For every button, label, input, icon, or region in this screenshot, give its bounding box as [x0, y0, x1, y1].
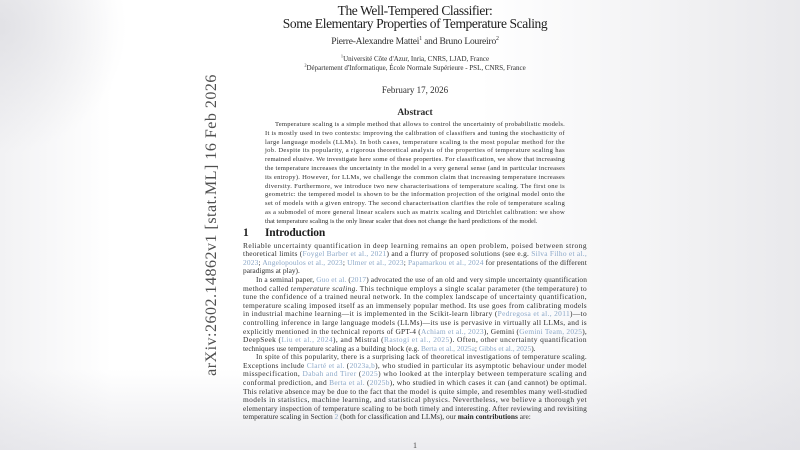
author-2: Bruno Loureiro [439, 37, 496, 47]
citation-link[interactable]: Papamarkou et al., 2024 [408, 257, 484, 267]
paper-title-line1: The Well-Tempered Classifier: [337, 3, 493, 18]
affiliations [243, 55, 587, 73]
author-1-affmark: 1 [419, 35, 422, 42]
paper-title [243, 0, 587, 30]
citation-link[interactable]: 2017 [350, 274, 367, 284]
abstract-section [265, 108, 565, 227]
body-line: tune the confidence of a trained neural network. In the complex landscape of uncertainty quantification, [243, 292, 587, 302]
citation-link[interactable]: Gibbs et al., 2025 [478, 343, 532, 353]
abstract-line: that temperature scaling is the only linear scaler that does not change the hard predictions of the model. [265, 217, 538, 225]
body-line: techniques use temperature scaling as a building block (e.g. Berta et al., 2025a; Gibbs et al., 2025). [243, 343, 536, 353]
citation-link[interactable]: Clarté et al. [306, 360, 345, 370]
authors-line [243, 37, 587, 48]
arxiv-watermark: arXiv:2602.14862v1 [stat.ML] 16 Feb 2026 [203, 74, 220, 376]
abstract-line: diversity. Furthermore, we introduce two new characterisations of temperature scaling. The first one is [265, 182, 565, 190]
body-line: 2023; Angelopoulos et al., 2023; Ulmer et al., 2023; Papamarkou et al., 2024 for presentations of the different [243, 257, 587, 267]
citation-link[interactable]: Gemini Team, 2025 [519, 326, 583, 336]
citation-link[interactable]: Dabah and Tirer [302, 369, 357, 379]
section-heading [243, 227, 587, 239]
section-number: 1 [243, 226, 249, 239]
abstract-line: set of models with a given entropy. The second characterisation clarifies the role of temperature scaling [265, 200, 565, 208]
citation-link[interactable]: Rastogi et al., 2025 [384, 335, 450, 345]
citation-link[interactable]: Foygel Barber et al., 2021 [302, 249, 387, 259]
abstract-line: its entropy). However, for LLMs, we challenge the common claim that increasing temperature increases [265, 173, 565, 181]
section-title: Introduction [265, 226, 326, 239]
body-line: Reliable uncertainty quantification in deep learning remains an open problem, poised between strong [243, 240, 587, 250]
affiliation-2 [243, 64, 587, 73]
abstract-line: It is mostly used in two contexts: improving the calibration of classifiers and tuning the stochasticity of [265, 129, 565, 137]
page-number: 1 [413, 441, 417, 450]
citation-link[interactable]: 2023 [243, 257, 259, 267]
body-line: explicitly mentioned in the technical reports of GPT-4 (Achiam et al., 2023), Gemini (Gemini Team, 2025), [243, 326, 587, 336]
citation-link[interactable]: Berta et al., 2025a [420, 343, 475, 353]
body-line: In a seminal paper, Guo et al. (2017) advocated the use of an old and very simple uncertainty quantification [256, 274, 588, 284]
body-line: in industrial machine learning—it is implemented in the Scikit-learn library (Pedregosa et al., 2011)—to [243, 309, 587, 319]
affiliation-2-text: Département d'Informatique, École Normale Supérieure - PSL, CNRS, France [306, 64, 526, 72]
body-line: temperature scaling in Section 2 (both for classification and LLMs), our main contributions are: [243, 412, 531, 422]
body-line: temperature scaling imposed itself as an immensely popular method. Its use goes from calibrating models [243, 300, 587, 310]
abstract-line: job. Despite its popularity, a rigorous theoretical analysis of the properties of temperature scaling has [265, 147, 565, 155]
paper-title-line2: Some Elementary Properties of Temperature Scaling [282, 16, 548, 31]
affiliation-1 [243, 55, 587, 64]
body-line: models in statistics, machine learning, and statistical physics. Nevertheless, we believe a thorough yet [243, 395, 587, 405]
authors-joiner: and [421, 37, 440, 47]
citation-link[interactable]: Ulmer et al., 2023 [347, 257, 404, 267]
body-line: This relative absence may be due to the fact that the model is quite simple, and resembles many well-studied [243, 386, 587, 396]
introduction-body [243, 242, 587, 422]
body-line: In spite of this popularity, there is a surprising lack of theoretical investigations of temperature scaling. [256, 352, 587, 362]
citation-link[interactable]: Liu et al., 2024 [281, 335, 334, 345]
body-line: paradigms at play). [243, 266, 300, 276]
abstract-heading: Abstract [397, 108, 433, 118]
abstract-line: the temperature increases the uncertainty in the model in a very general sense (and in particular increases [265, 164, 565, 172]
citation-link[interactable]: 2023a,b [349, 360, 376, 370]
citation-link[interactable]: 2025 [361, 369, 379, 379]
body-line: Exceptions include Clarté et al. (2023a,b), who studied in particular its asymptotic behaviour under model [243, 360, 588, 370]
abstract-body [265, 121, 565, 227]
date-line: February 17, 2026 [381, 85, 449, 95]
body-line: DeepSeek (Liu et al., 2024), and Mistral (Rastogi et al., 2025). Often, other uncertainty quantification [243, 335, 587, 345]
body-line: theoretical limits (Foygel Barber et al., 2021) and a flurry of proposed solutions (see e.g. Silva Filho et al., [243, 249, 587, 259]
abstract-line: geometric: the tempered model is shown to be the information projection of the original model onto the [265, 191, 565, 199]
abstract-line: large language models (LLMs). In both cases, temperature scaling is the most popular method for the [265, 138, 565, 146]
abstract-line: Temperature scaling is a simple method that allows to control the uncertainty of probabilistic models. [275, 121, 565, 128]
abstract-line: as a submodel of more general linear scalers such as matrix scaling and Dirichlet calibration: we show [265, 208, 565, 216]
body-line: misspecification, Dabah and Tirer (2025) who looked at the interplay between temperature scaling and [243, 369, 587, 379]
body-line: method called temperature scaling. This technique employs a single scalar parameter (the temperature) to [243, 283, 587, 293]
citation-link[interactable]: Pedregosa et al., 2011 [497, 309, 571, 319]
body-line: controlling inference in large language models (LLMs)—its use is pervasive in virtually all LLMs, and is [243, 317, 587, 327]
citation-link[interactable]: Angelopoulos et al., 2023 [262, 257, 343, 267]
author-1: Pierre-Alexandre Mattei [331, 37, 420, 47]
body-line: conformal prediction, and Berta et al. (2025b), who studied in which cases it can (and cannot) be optimal. [243, 378, 588, 388]
affiliation-1-mark: 1 [340, 53, 344, 59]
body-line: elementary inspection of temperature scaling to be both timely and interesting. After reviewing and revisiting [243, 403, 587, 413]
citation-link[interactable]: Achiam et al., 2023 [420, 326, 484, 336]
affiliation-1-text: Université Côte d'Azur, Inria, CNRS, LJAD, France [343, 55, 490, 63]
citation-link[interactable]: Silva Filho et al., [531, 249, 587, 259]
abstract-line: remained elusive. We investigate here some of these properties. For classification, we show that increasing [265, 156, 565, 164]
citation-link[interactable]: 2025b [369, 378, 390, 388]
citation-link[interactable]: Guo et al. [316, 274, 347, 284]
citation-link[interactable]: 2 [334, 412, 339, 422]
author-2-affmark: 2 [496, 35, 499, 42]
affiliation-2-mark: 2 [304, 62, 307, 68]
paper-content [243, 0, 587, 422]
citation-link[interactable]: Berta et al. [329, 378, 365, 388]
